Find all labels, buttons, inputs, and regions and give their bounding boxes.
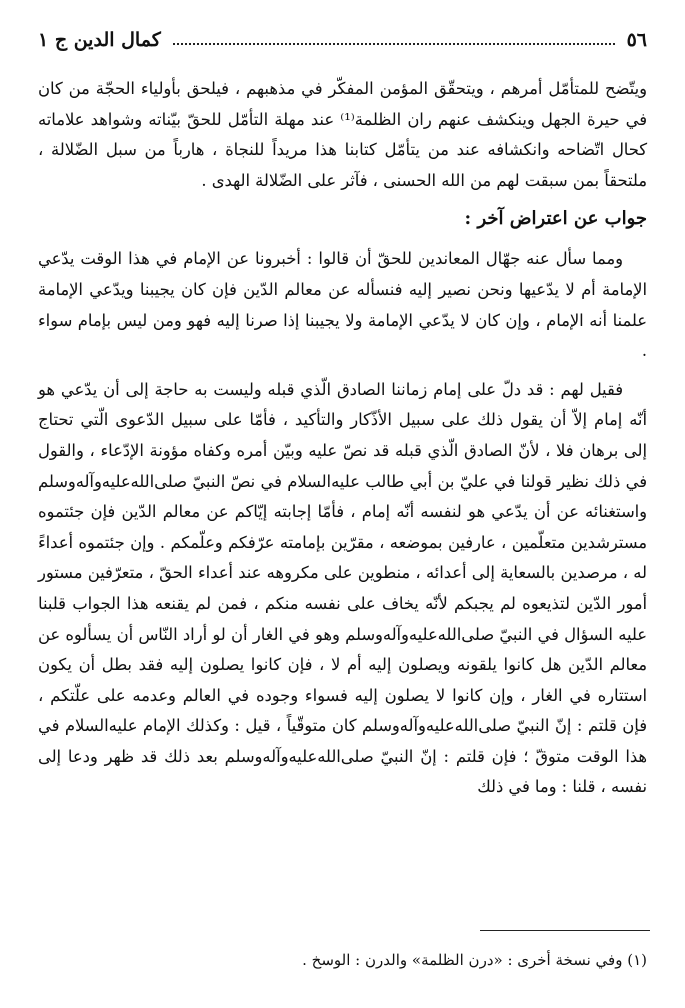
paragraph-1: ويتّضح للمتأمّل أمرهم ، ويتحقّق المؤمن المفكّر في مذهبهم ، فيلحق بأولياء الحجّة من كان في حيرة الجهل وينكشف عنهم ران الظلمة⁽¹⁾ عند مهلة التأمّل للحقّ بيّناته وشواهد علاماته كحال اتّضاحه وانكشافه عند من يتأمّل كتابنا هذا مريداً للنجاة ، هارباً من سبل الضّلالة ، ملتحقاً بمن سبقت لهم من الله الحسنى ، فآثر على الضّلالة الهدى . <box>38 79 647 190</box>
paragraph-2: ومما سأل عنه جهّال المعاندين للحقّ أن قالوا : أخبرونا عن الإمام في هذا الوقت يدّعي الإمامة أم لا يدّعيها ونحن نصير إليه فنسأله عن معالم الدّين فإن كان يجيبنا ويدّعي الإمامة علمنا أنه الإمام ، وإن كان لا يدّعي الإمامة ولا يجيبنا إذا صرنا إليه فهو ومن ليس بإمام سواء . <box>38 249 647 361</box>
book-title: كمال الدين ج ١ <box>38 29 161 51</box>
page-number: ٥٦ <box>626 29 647 51</box>
footnote: (١) وفي نسخة أخرى : «درن الظلمة» والدرن : الوسخ . <box>302 951 647 969</box>
section-heading: جواب عن اعتراض آخر : <box>464 208 647 230</box>
footnote-rule <box>480 930 650 931</box>
page-body <box>38 74 647 803</box>
page-header <box>38 22 647 58</box>
paragraph-gap <box>38 367 647 375</box>
paragraph-3: فقيل لهم : قد دلّ على إمام زماننا الصادق الّذي قبله وليست به حاجة إلى أن يدّعي هو أنّه إمام إلاّ أن يقول ذلك على سبيل الأذّكار والتأكيد ، فأمّا على سبيل الدّعوى الّتي تحتاج إلى برهان فلا ، لأنّ الصادق الّذي قبله قد نصّ عليه وبيّن أمره وكفاه مؤونة الإدّعاء ، والقول في ذلك نظير قولنا في عليّ بن أبي طالب عليه‌السلام في نصّ النبيّ صلى‌الله‌عليه‌وآله‌وسلم واستغنائه عن أن يدّعي هو لنفسه أنّه إمام ، فأمّا إجابته إيّاكم عن معالم الدّين فإن جئتموه مسترشدين متعلّمين ، عارفين بموضعه ، مقرّين بإمامته عرّفكم وعلّمكم . وإن جئتموه أعداءً له ، مرصدين بالسعاية إلى أعدائه ، منطوين على مكروهه عند أعداء الحقّ ، متعرّفين مستور أمور الدّين لتذيعوه لم يجبكم لأنّه يخاف على نفسه منكم ، فمن لم يقنعه هذا الجواب قلبنا عليه السؤال في النبيّ صلى‌الله‌عليه‌وآله‌وسلم وهو في الغار أن لو أراد النّاس أن يسألوه عن معالم الدّين هل كانوا يلقونه ويصلون إليه أم لا ، فإن كانوا يصلون إليه فقد بطل أن يكون استتاره في الغار ، وإن كانوا لا يصلون إليه فسواء وجوده في العالم وعدمه على علّتكم ، فإن قلتم : إنّ النبيّ صلى‌الله‌عليه‌وآله‌وسلم كان متوقّياً ، قيل : وكذلك الإمام عليه‌السلام في هذا الوقت متوقّ ؛ فإن قلتم : إنّ النبيّ صلى‌الله‌عليه‌وآله‌وسلم بعد ذلك قد ظهر ودعا إلى نفسه ، قلنا : وما في ذلك <box>38 379 647 797</box>
header-dotted-leader <box>173 43 615 45</box>
